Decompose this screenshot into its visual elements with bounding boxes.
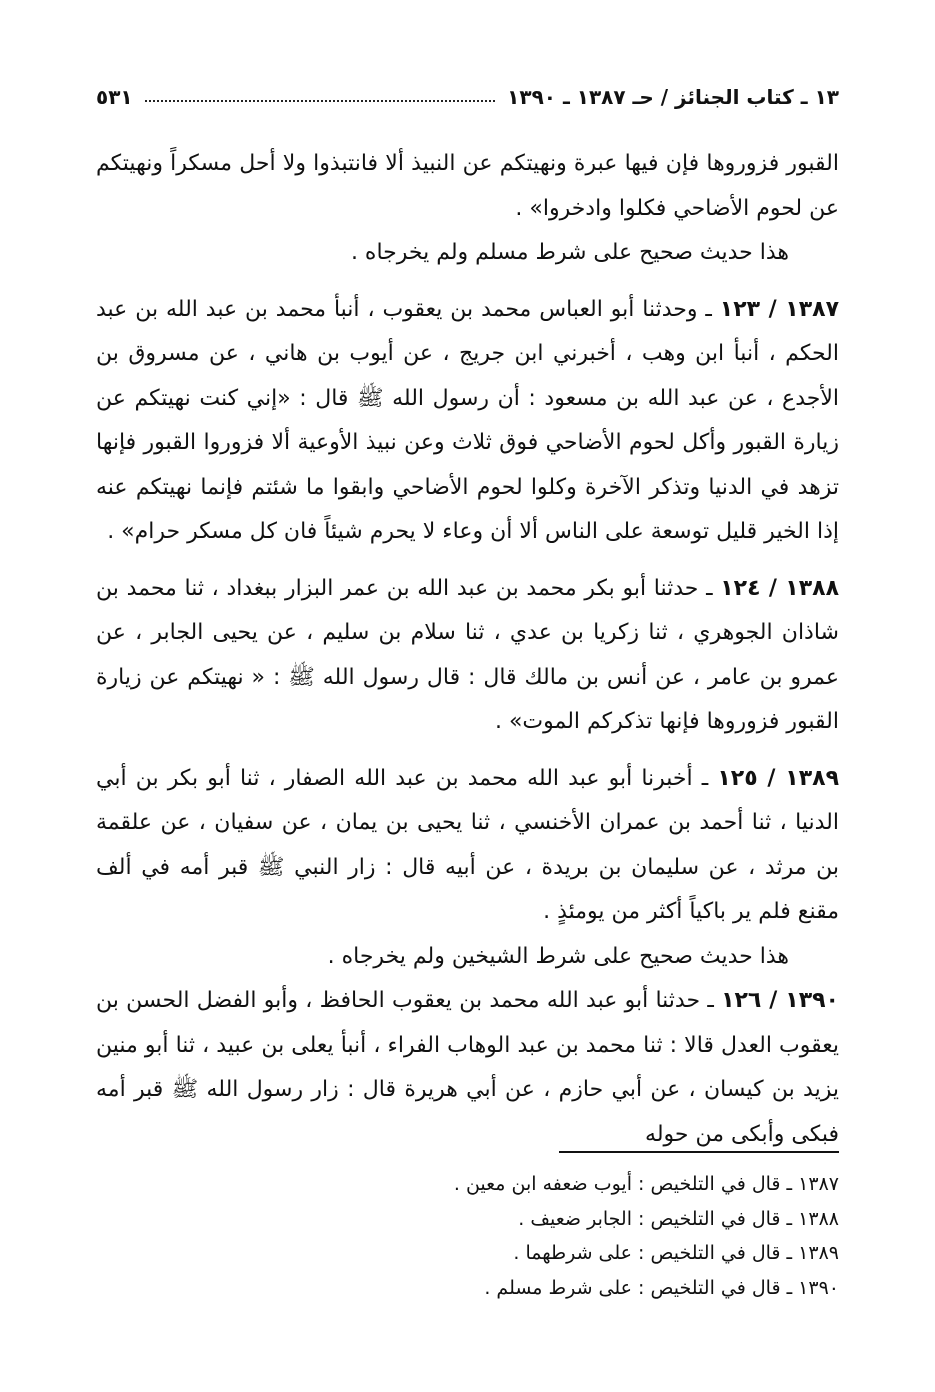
hadith-1388 [96, 567, 839, 745]
header-leader-dots [145, 100, 496, 102]
footnote: ١٣٨٩ ـ قال في التلخيص : على شرطهما . [513, 1242, 839, 1264]
hadith-number: ١٣٨٩ / ١٢٥ [717, 765, 839, 791]
paragraph-text: القبور فزوروها فإن فيها عبرة ونهيتكم عن النبيذ ألا فانتبذوا ولا أحل مسكراً ونهيتكم عن لحوم الأضاحي فكلوا وادخروا» . [96, 151, 839, 221]
footnotes [96, 1167, 839, 1305]
main-text [96, 142, 839, 1157]
running-title: ١٣ ـ كتاب الجنائز / حـ ١٣٨٧ ـ ١٣٩٠ [507, 85, 839, 109]
paragraph-text: هذا حديث صحيح على شرط مسلم ولم يخرجاه . [350, 240, 789, 265]
hadith-1389 [96, 757, 839, 935]
paragraph-text: ـ حدثنا أبو بكر محمد بن عبد الله بن عمر البزار ببغداد ، ثنا محمد بن شاذان الجوهري ، ثنا زكريا بن عدي ، ثنا سلام بن سليم ، عن يحيى الجابر ، عن عمرو بن عامر ، عن أنس بن مالك قال : قال رسول الله ﷺ : « نهيتكم عن زيارة القبور فزوروها فإنها تذكركم الموت» . [96, 575, 839, 734]
paragraph-text: ـ أخبرنا أبو عبد الله محمد بن عبد الله الصفار ، ثنا أبو بكر بن أبي الدنيا ، ثنا أحمد بن عمران الأخنسي ، ثنا يحيى بن يمان ، عن سفيان ، عن علقمة بن مرثد ، عن سليمان بن بريدة ، عن أبيه قال : زار النبي ﷺ قبر أمه في ألف مقنع فلم ير باكياً أكثر من يومئذٍ . [96, 765, 839, 924]
page-number: ٥٣١ [96, 85, 133, 109]
hadith-number: ١٣٩٠ / ١٢٦ [721, 988, 839, 1013]
paragraph-grading [96, 231, 839, 276]
footnote-separator [559, 1151, 839, 1153]
hadith-number: ١٣٨٧ / ١٢٣ [719, 296, 839, 322]
paragraph-continuation [96, 142, 839, 231]
footnote: ١٣٨٧ ـ قال في التلخيص : أيوب ضعفه ابن معين . [453, 1173, 839, 1195]
footnote: ١٣٩٠ ـ قال في التلخيص : على شرط مسلم . [484, 1276, 839, 1299]
footnote: ١٣٨٨ ـ قال في التلخيص : الجابر ضعيف . [518, 1207, 839, 1230]
paragraph-grading [96, 935, 839, 980]
hadith-number: ١٣٨٨ / ١٢٤ [720, 575, 839, 601]
paragraph-text: ـ وحدثنا أبو العباس محمد بن يعقوب ، أنبأ محمد بن عبد الله بن عبد الحكم ، أنبأ ابن وهب ، أخبرني ابن جريج ، عن أيوب بن هاني ، عن مسروق بن الأجدع ، عن عبد الله بن مسعود : أن رسول الله ﷺ قال : «إني كنت نهيتكم عن زيارة القبور وأكل لحوم الأضاحي فوق ثلاث وعن نبيذ الأوعية ألا فزوروا القبور فإنها تزهد في الدنيا وتذكر الآخرة وكلوا لحوم الأضاحي وابقوا ما شئتم فإنما نهيتكم عنه إذا الخير قليل توسعة على الناس ألا أن وعاء لا يحرم شيئاً فان كل مسكر حرام» . [96, 296, 839, 544]
running-header [96, 80, 839, 114]
hadith-1390 [96, 979, 839, 1157]
paragraph-text: هذا حديث صحيح على شرط الشيخين ولم يخرجاه . [327, 943, 789, 969]
paragraph-text: ـ حدثنا أبو عبد الله محمد بن يعقوب الحافظ ، وأبو الفضل الحسن بن يعقوب العدل قالا : ثنا محمد بن عبد الوهاب الفراء ، أنبأ يعلى بن عبيد ، ثنا أبو منين يزيد بن كيسان ، عن أبي حازم ، عن أبي هريرة قال : زار رسول الله ﷺ قبر أمه فبكى وأبكى من حوله [96, 988, 839, 1147]
hadith-1387 [96, 288, 839, 555]
